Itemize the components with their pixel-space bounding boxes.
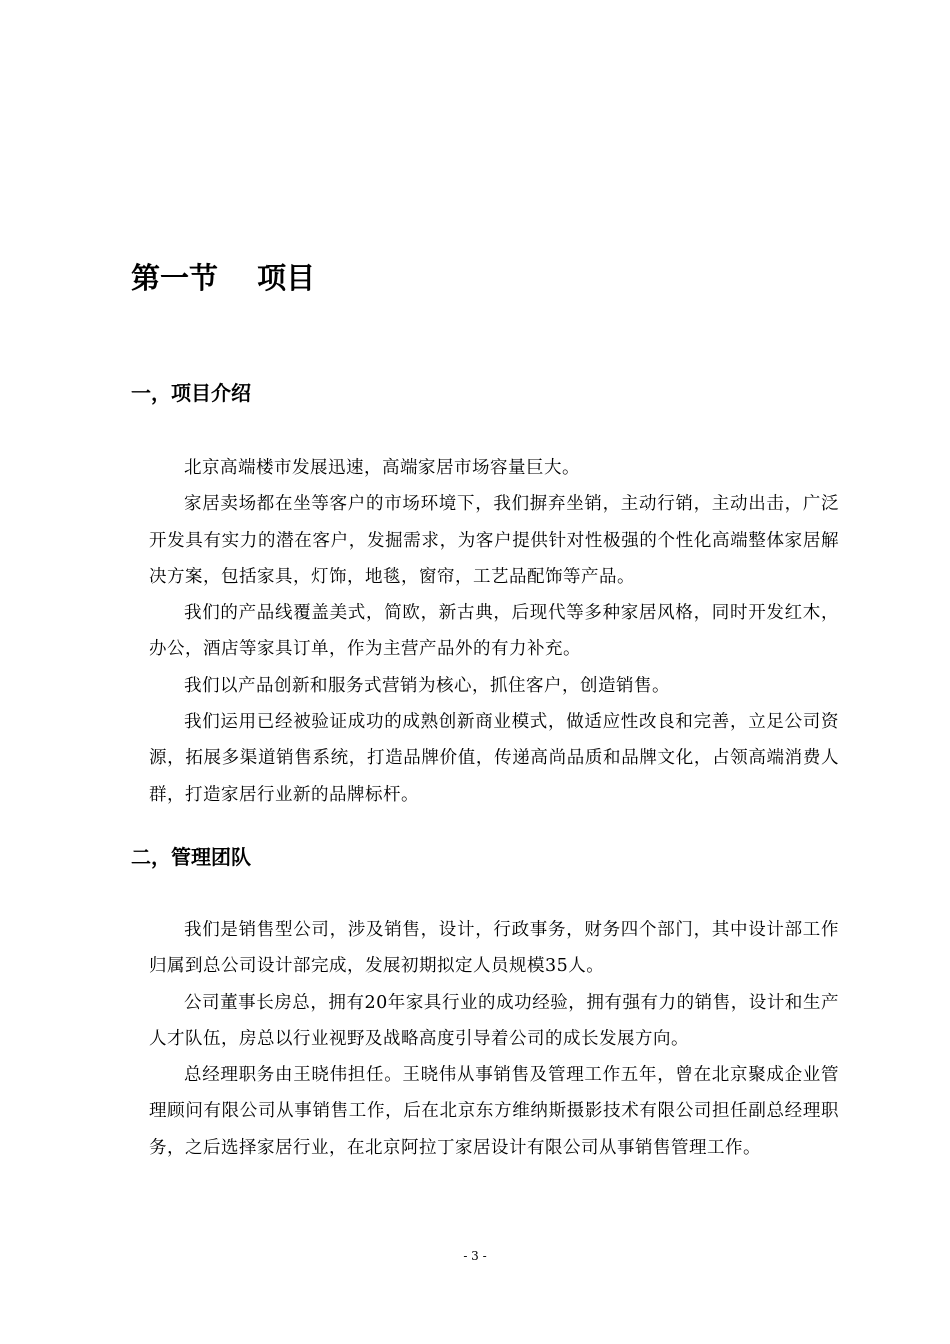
section-body-project-intro	[149, 450, 839, 813]
section-heading-project-intro: 一，项目介绍	[131, 381, 251, 405]
paragraph: 北京高端楼市发展迅速，高端家居市场容量巨大。	[184, 458, 580, 478]
paragraph: 我们运用已经被验证成功的成熟创新商业模式，做适应性改良和完善，立足公司资源，拓展多渠道销售系统，打造品牌价值，传递高尚品质和品牌文化，占领高端消费人群，打造家居行业新的品牌标杆。	[149, 712, 839, 805]
paragraph: 总经理职务由王晓伟担任。王晓伟从事销售及管理工作五年，曾在北京聚成企业管理顾问有限公司从事销售工作，后在北京东方维纳斯摄影技术有限公司担任副总经理职务，之后选择家居行业，在北京阿拉丁家居设计有限公司从事销售管理工作。	[149, 1065, 839, 1158]
paragraph: 家居卖场都在坐等客户的市场环境下，我们摒弃坐销，主动行销，主动出击，广泛开发具有实力的潜在客户，发掘需求，为客户提供针对性极强的个性化高端整体家居解决方案，包括家具，灯饰，地毯，窗帘，工艺品配饰等产品。	[149, 494, 839, 587]
paragraph: 我们是销售型公司，涉及销售，设计，行政事务，财务四个部门，其中设计部工作归属到总公司设计部完成，发展初期拟定人员规模35人。	[149, 920, 839, 977]
chapter-title: 第一节 项目	[131, 261, 316, 295]
page-number: - 3 -	[463, 1249, 487, 1263]
paragraph: 我们以产品创新和服务式营销为核心，抓住客户，创造销售。	[184, 675, 670, 696]
paragraph: 公司董事长房总，拥有20年家具行业的成功经验，拥有强有力的销售，设计和生产人才队伍，房总以行业视野及战略高度引导着公司的成长发展方向。	[149, 992, 839, 1049]
section-body-management-team	[149, 912, 839, 1166]
section-heading-management-team: 二，管理团队	[131, 845, 251, 869]
paragraph: 我们的产品线覆盖美式，简欧，新古典，后现代等多种家居风格，同时开发红木，办公，酒店等家具订单，作为主营产品外的有力补充。	[149, 603, 839, 660]
